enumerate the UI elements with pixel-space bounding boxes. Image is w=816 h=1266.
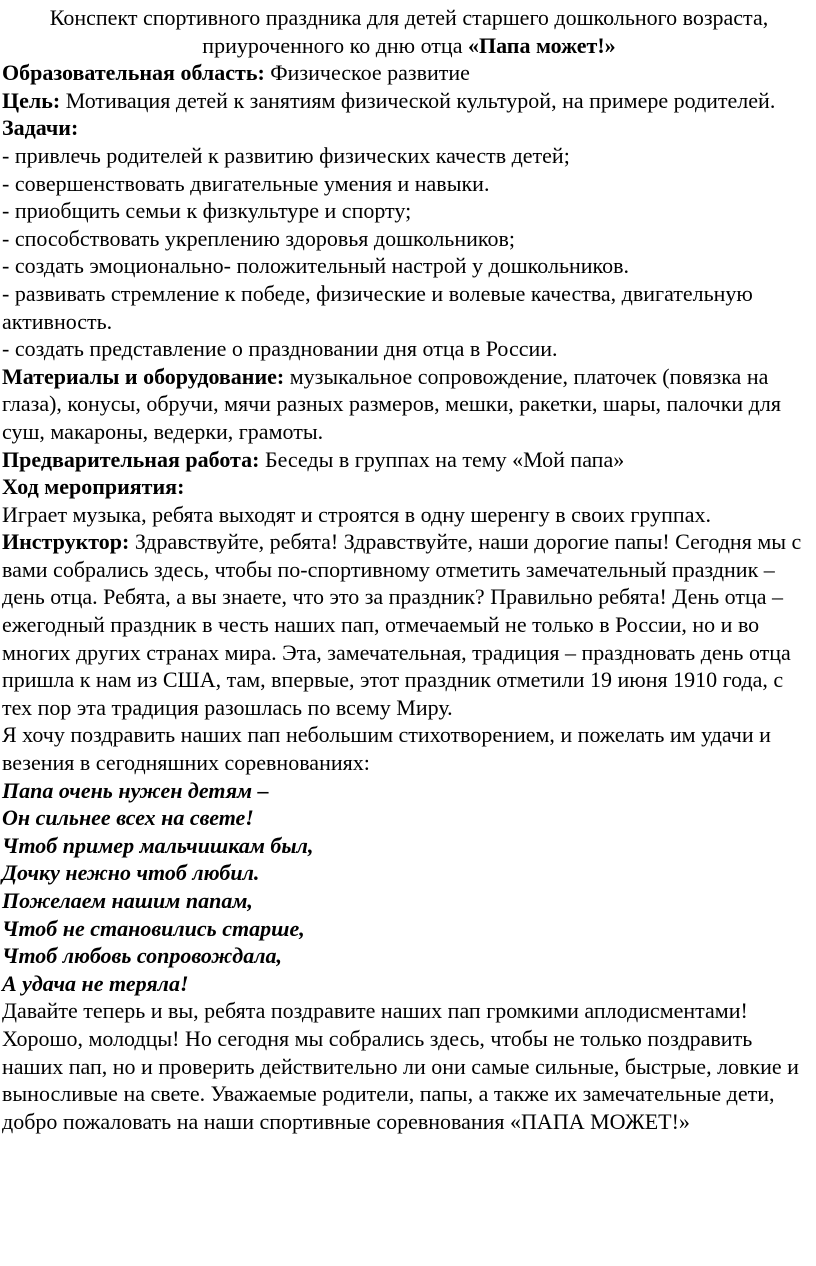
- poem-line: Он сильнее всех на свете!: [2, 805, 254, 831]
- title-line-1: Конспект спортивного праздника для детей старшего дошкольного возраста,: [49, 5, 769, 30]
- task-item: - совершенствовать двигательные умения и навыки.: [2, 170, 490, 196]
- title-line-2: [2, 32, 816, 60]
- poem-line: А удача не теряла!: [2, 970, 189, 996]
- task-item: - создать эмоционально- положительный настрой у дошкольников.: [2, 253, 629, 279]
- area-paragraph: [2, 59, 816, 87]
- closing-paragraph: Хорошо, молодцы! Но сегодня мы собрались здесь, чтобы не только поздравить наших пап, но и проверить действительно ли они самые сильные, быстрые, ловкие и выносливые на свете. Уважаемые родители, папы, а также их замечательные дети, добро пожаловать на наши спортивные соревнования «ПАПА МОЖЕТ!»: [2, 1025, 799, 1134]
- goal-label: Цель:: [2, 87, 61, 113]
- task-item: - способствовать укреплению здоровья дошкольников;: [2, 225, 515, 251]
- instructor-speech: Здравствуйте, ребята! Здравствуйте, наши дорогие папы! Сегодня мы с вами собрались здесь, чтобы по-спортивному отметить замечательный праздник – день отца. Ребята, а вы знаете, что это за праздник? Правильно ребята! День отца – ежегодный праздник в честь наших пап, отмечаемый не только в России, но и во многих других странах мира. Эта, замечательная, традиция – праздновать день отца пришла к нам из США, там, впервые, этот праздник отметили 19 июня 1910 года, с тех пор эта традиция разошлась по всему Миру.: [2, 529, 802, 720]
- task-item: - приобщить семьи к физкультуре и спорту;: [2, 198, 412, 224]
- task-item: - развивать стремление к победе, физические и волевые качества, двигательную активность.: [2, 280, 753, 334]
- poem-line: Чтоб не становились старше,: [2, 915, 305, 941]
- task-item: - привлечь родителей к развитию физических качеств детей;: [2, 142, 570, 168]
- title-plain: приуроченного ко дню отца: [202, 32, 468, 58]
- materials-paragraph: [2, 363, 816, 446]
- title-bold: «Папа может!»: [467, 32, 616, 58]
- prep-paragraph: [2, 446, 816, 474]
- area-value: Физическое развитие: [264, 60, 470, 86]
- poem-line: Чтоб пример мальчишкам был,: [2, 832, 314, 858]
- materials-value: музыкальное сопровождение, платочек (повязка на глаза), конусы, обручи, мячи разных размеров, мешки, ракетки, шары, палочки для суш, макароны, ведерки, грамоты.: [2, 363, 781, 444]
- task-item: - создать представление о праздновании дня отца в России.: [2, 336, 558, 362]
- instructor-label: Инструктор:: [2, 529, 130, 555]
- area-label: Образовательная область:: [2, 60, 265, 86]
- tasks-heading: Задачи:: [2, 115, 79, 141]
- goal-paragraph: [2, 87, 816, 115]
- goal-value: Мотивация детей к занятиям физической культурой, на примере родителей.: [60, 87, 776, 113]
- prep-label: Предварительная работа:: [2, 446, 260, 472]
- applause-paragraph: Давайте теперь и вы, ребята поздравите наших пап громкими аплодисментами!: [2, 998, 748, 1024]
- poem-line: Папа очень нужен детям –: [2, 777, 269, 803]
- poem-intro: Я хочу поздравить наших пап небольшим стихотворением, и пожелать им удачи и везения в сегодняшних соревнованиях:: [2, 722, 771, 776]
- poem-line: Пожелаем нашим папам,: [2, 888, 253, 913]
- prep-value: Беседы в группах на тему «Мой папа»: [259, 446, 625, 472]
- instructor-paragraph: [2, 528, 816, 721]
- poem-line: Чтоб любовь сопровождала,: [2, 943, 282, 969]
- course-intro: Играет музыка, ребята выходят и строятся в одну шеренгу в своих группах.: [2, 501, 711, 527]
- course-heading: Ход мероприятия:: [2, 474, 185, 500]
- poem-line: Дочку нежно чтоб любил.: [2, 860, 260, 886]
- materials-label: Материалы и оборудование:: [2, 363, 285, 389]
